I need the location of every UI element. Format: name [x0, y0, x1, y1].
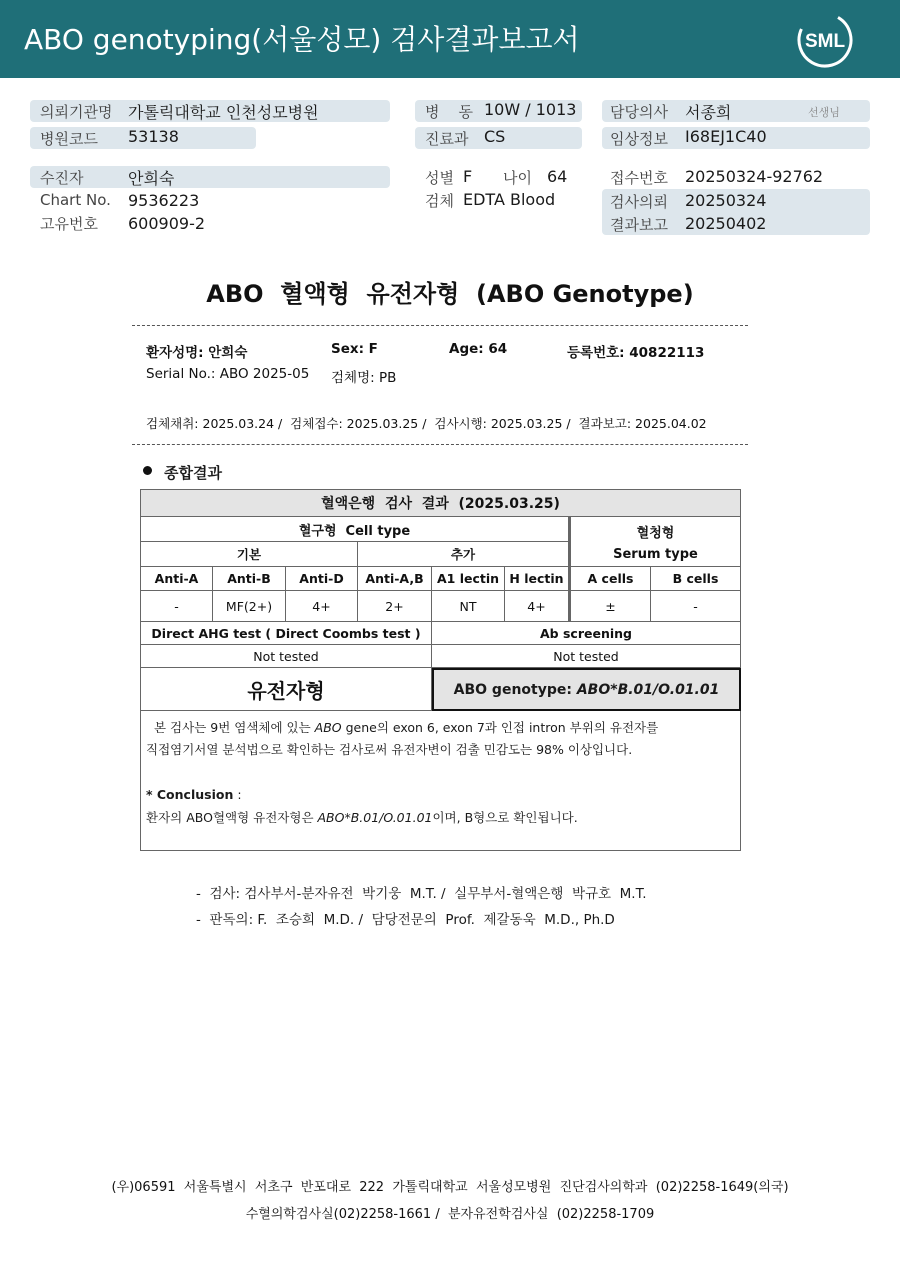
serial-number: Serial No.: ABO 2025-05: [146, 366, 310, 382]
sml-logo-icon: [796, 11, 854, 69]
conclusion-heading: [146, 787, 242, 802]
header-b-cells: B cells: [651, 567, 741, 591]
header-anti-b: Anti-B: [213, 567, 286, 591]
receipt-label: 접수번호: [610, 169, 668, 187]
value-anti-d: 4+: [286, 591, 358, 622]
unique-value: 600909-2: [128, 214, 206, 233]
report-date-label: 결과보고: [610, 216, 668, 234]
footer-contacts: 수혈의학검사실(02)2258-1661 / 분자유전학검사실 (02)2258-1709: [245, 1207, 655, 1222]
ward-label: 병 동: [425, 103, 474, 121]
patient-sex: Sex: F: [331, 341, 378, 357]
age-value: 64: [547, 167, 568, 186]
conclusion-colon: :: [233, 787, 242, 802]
doctor-suffix: 선생님: [808, 106, 840, 119]
genotype-result-box: [432, 668, 741, 711]
logo-text: SML: [804, 31, 846, 52]
patient-label: 수진자: [40, 169, 84, 187]
footer-address: (우)06591 서울특별시 서초구 반포대로 222 가톨릭대학교 서울성모병원 진단검사의학과 (02)2258-1649(의국): [111, 1180, 789, 1195]
bottom-divider: [132, 444, 748, 445]
request-value: 20250324: [685, 191, 767, 210]
serum-type-line2: Serum type: [613, 546, 698, 562]
specimen-name: 검체명: PB: [331, 370, 397, 386]
conclusion-text-a: 환자의 ABO혈액형 유전자형은: [146, 810, 318, 825]
value-b-cells: -: [651, 591, 741, 622]
report-date-value: 20250402: [685, 214, 767, 233]
description-line2: 직접염기서열 분석법으로 확인하는 검사로써 유전자변이 검출 민감도는 98% 이상입니다.: [146, 742, 633, 757]
top-divider: [132, 325, 748, 326]
unique-label: 고유번호: [40, 215, 98, 233]
age-label: 나이: [503, 169, 532, 187]
conclusion-text-b: 이며, B형으로 확인됩니다.: [432, 810, 578, 825]
doctor-value: 서종희: [685, 103, 732, 122]
dat-label: Direct AHG test ( Direct Coombs test ): [140, 622, 432, 645]
genotype-description: [146, 717, 736, 761]
receipt-value: 20250324-92762: [685, 167, 824, 186]
signature-line-2: - 판독의: F. 조승희 M.D. / 담당전문의 Prof. 제갈동욱 M.D., Ph.D: [196, 912, 615, 928]
header-anti-a: Anti-A: [140, 567, 213, 591]
header-anti-ab: Anti-A,B: [358, 567, 432, 591]
serum-type-line1: 혈청형: [636, 525, 675, 541]
conclusion-label: * Conclusion: [146, 787, 234, 802]
genotype-label: 유전자형: [140, 668, 432, 711]
report-dates: 검체채취: 2025.03.24 / 검체접수: 2025.03.25 / 검사시행: 2025.03.25 / 결과보고: 2025.04.02: [146, 416, 707, 431]
sex-label: 성별: [425, 169, 454, 187]
value-anti-a: -: [140, 591, 213, 622]
description-text-a: 본 검사는 9번 염색체에 있는: [154, 720, 315, 735]
value-a-cells: ±: [569, 591, 651, 622]
genotype-value: ABO*B.01/O.01.01: [576, 681, 720, 698]
request-label: 검사의뢰: [610, 193, 668, 211]
cell-type-header: 혈구형 Cell type: [140, 517, 569, 542]
header-h-lectin: H lectin: [505, 567, 569, 591]
report-header-title: ABO genotyping(서울성모) 검사결과보고서: [24, 23, 580, 56]
value-a1-lectin: NT: [432, 591, 505, 622]
header-a-cells: A cells: [569, 567, 651, 591]
chart-label: Chart No.: [40, 191, 111, 209]
description-text-b: gene의 exon 6, exon 7과 인접 intron 부위의 유전자를: [341, 720, 659, 735]
institution-label: 의뢰기관명: [40, 103, 113, 121]
description-gene: ABO: [314, 720, 342, 735]
conclusion-genotype: ABO*B.01/O.01.01: [317, 810, 433, 825]
report-title: ABO 혈액형 유전자형 (ABO Genotype): [206, 280, 694, 308]
hospital-code-label: 병원코드: [40, 130, 98, 148]
section-title: 종합결과: [164, 464, 222, 482]
ward-value: 10W / 1013: [484, 100, 577, 119]
value-anti-ab: 2+: [358, 591, 432, 622]
doctor-label: 담당의사: [610, 103, 668, 121]
dept-value: CS: [484, 127, 506, 146]
table-title: 혈액은행 검사 결과 (2025.03.25): [140, 489, 741, 517]
institution-value: 가톨릭대학교 인천성모병원: [128, 103, 319, 122]
bullet-icon: [143, 466, 152, 475]
signature-line-1: - 검사: 검사부서-분자유전 박기웅 M.T. / 실무부서-혈액은행 박규호 M.T.: [196, 886, 647, 902]
ab-screening-value: Not tested: [432, 645, 741, 668]
header-a1-lectin: A1 lectin: [432, 567, 505, 591]
ab-screening-label: Ab screening: [432, 622, 741, 645]
registration-number: 등록번호: 40822113: [567, 345, 705, 361]
description-line1: [146, 717, 736, 739]
patient-age: Age: 64: [449, 341, 508, 357]
conclusion-text: [146, 808, 578, 826]
patient-value: 안희숙: [128, 169, 175, 188]
basic-header: 기본: [140, 542, 358, 567]
value-h-lectin: 4+: [505, 591, 569, 622]
genotype-prefix: ABO genotype:: [453, 681, 577, 698]
dept-label: 진료과: [425, 130, 469, 148]
clinical-value: I68EJ1C40: [685, 127, 767, 146]
patient-bar: [30, 166, 390, 188]
hospital-code-value: 53138: [128, 127, 179, 146]
sex-value: F: [463, 167, 473, 186]
value-anti-b: MF(2+): [213, 591, 286, 622]
serum-type-header: [569, 517, 741, 567]
header-anti-d: Anti-D: [286, 567, 358, 591]
clinical-label: 임상정보: [610, 130, 668, 148]
chart-value: 9536223: [128, 191, 200, 210]
additional-header: 추가: [358, 542, 569, 567]
patient-name: 환자성명: 안희숙: [146, 345, 248, 361]
report-header: [0, 0, 900, 78]
dat-value: Not tested: [140, 645, 432, 668]
specimen-label: 검체: [425, 192, 454, 210]
specimen-value: EDTA Blood: [463, 190, 556, 209]
